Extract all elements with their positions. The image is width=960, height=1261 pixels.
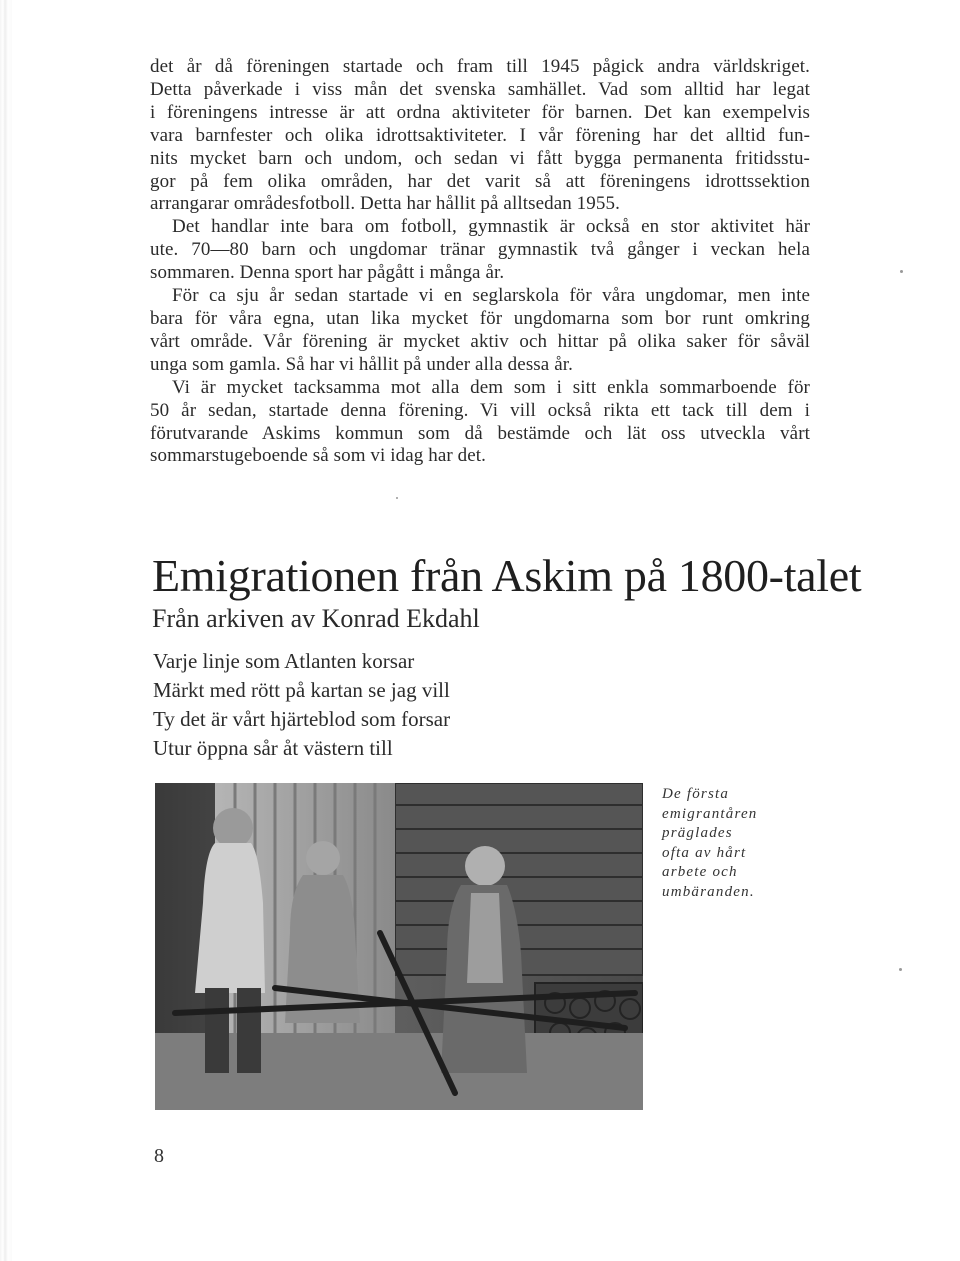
caption-line: arbete och (662, 864, 738, 880)
text-line: sommaren. Denna sport har pågått i många år. (150, 262, 505, 284)
text-line: i föreningens intresse är att ordna aktiviteter för barnen. Det kan exempelvis (150, 101, 810, 123)
text-line: unga som gamla. Så har vi hållit på under alla dessa år. (150, 353, 573, 375)
text-line: vårt område. Vår förening är mycket aktiv och hittar på olika saker för såväl (150, 330, 810, 352)
caption-line: emigrantåren (662, 805, 758, 822)
photo-caption (662, 785, 812, 902)
text-line: gor på fem olika områden, har det varit så att föreningens idrottssektion (150, 170, 810, 192)
text-line: För ca sju år sedan startade vi en seglarskola för våra ungdomar, men inte (172, 285, 810, 307)
text-line: bara för våra egna, utan lika mycket för ungdomarna som bor runt omkring (150, 307, 810, 329)
caption-line: präglades (662, 825, 733, 841)
paragraph (150, 285, 810, 377)
text-line: Vi är mycket tacksamma mot alla dem som i sitt enkla sommarboende för (172, 376, 810, 398)
poem-line: Ty det är vårt hjärteblod som forsar (153, 707, 451, 731)
poem-line: Märkt med rött på kartan se jag vill (153, 678, 450, 702)
paragraph (150, 377, 810, 469)
article-subtitle: Från arkiven av Konrad Ekdahl (152, 604, 480, 633)
text-line: 50 år sedan, startade denna förening. Vi vill också rikta ett tack till dem i (150, 399, 810, 421)
paragraph (150, 56, 810, 216)
article-body-text (150, 56, 810, 468)
caption-line: De första (662, 786, 730, 802)
scan-speck (899, 968, 902, 971)
scan-speck (900, 270, 903, 273)
text-line: det år då föreningen startade och fram till 1945 pågick andra världskriget. (150, 56, 810, 77)
text-line: Detta påverkade i viss mån det svenska samhället. Vad som alltid har legat (150, 78, 810, 100)
poem-verse (153, 647, 450, 763)
photo-illustration (155, 783, 643, 1110)
poem-line: Varje linje som Atlanten korsar (153, 649, 415, 673)
poem-line: Utur öppna sår åt västern till (153, 736, 393, 760)
paragraph (150, 216, 810, 285)
text-line: nits mycket barn och undom, och sedan vi fått bygga permanenta fritidsstu- (150, 147, 810, 169)
article-title: Emigrationen från Askim på 1800-talet (152, 550, 862, 601)
page-spine-edge (0, 0, 12, 1261)
text-line: arrangarar områdesfotboll. Detta har hållit på alltsedan 1955. (150, 193, 620, 215)
text-line: sommarstugeboende så som vi idag har det. (150, 445, 486, 467)
page-number: 8 (154, 1145, 164, 1167)
scan-speck (396, 497, 398, 499)
caption-line: umbäranden. (662, 883, 755, 900)
text-line: Det handlar inte bara om fotboll, gymnastik är också en stor aktivitet här (172, 216, 810, 238)
caption-line: ofta av hårt (662, 844, 747, 861)
text-line: vara barnfester och olika idrottsaktiviteter. I vår förening har det alltid fun- (150, 124, 810, 146)
emigrants-photograph (155, 783, 643, 1110)
text-line: förutvarande Askims kommun som då bestämde och lät oss utveckla vårt (150, 422, 810, 444)
text-line: ute. 70—80 barn och ungdomar tränar gymnastik två gånger i veckan hela (150, 239, 810, 261)
